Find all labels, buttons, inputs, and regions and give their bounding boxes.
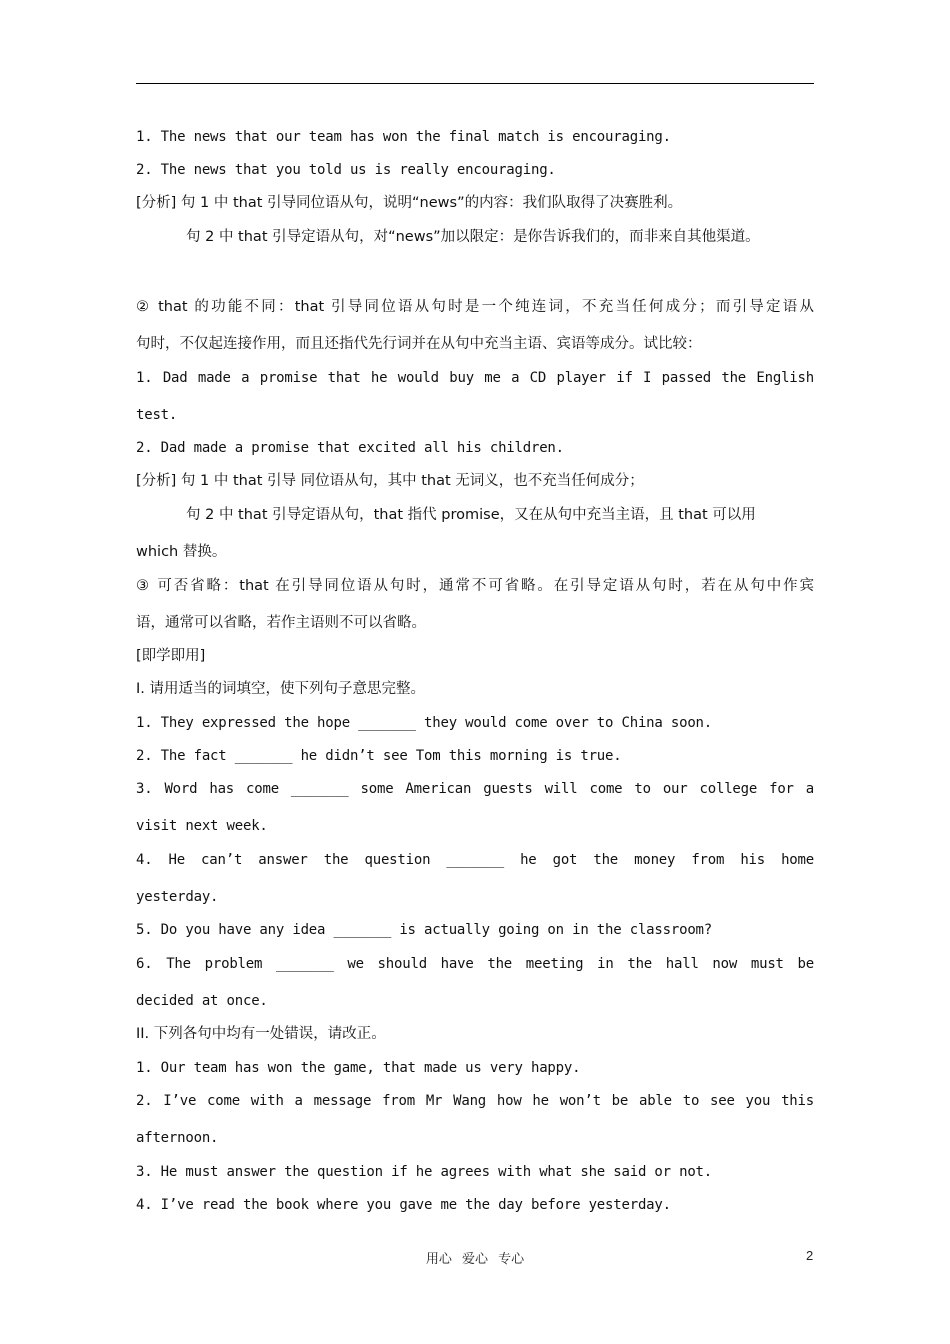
exercise-item: 3. He must answer the question if he agrees with what she said or not. — [136, 1164, 713, 1180]
example-sentence: 2. Dad made a promise that excited all his children. — [136, 440, 564, 456]
exercise-item: 6. The problem _______ we should have the meeting in the hall now must be — [136, 956, 814, 972]
exercise-item: decided at once. — [136, 993, 268, 1009]
explanation-line: 句时，不仅起连接作用，而且还指代先行词并在从句中充当主语、宾语等成分。试比较： — [136, 336, 702, 352]
example-sentence: 1. The news that our team has won the final match is encouraging. — [136, 129, 671, 145]
explanation-line: ② that 的功能不同：that 引导同位语从句时是一个纯连词，不充当任何成分；而引导定语从 — [136, 299, 814, 315]
exercise-item: 4. He can’t answer the question _______ he got the money from his home — [136, 852, 814, 868]
exercise-item: 5. Do you have any idea _______ is actually going on in the classroom? — [136, 922, 713, 938]
exercise-item: afternoon. — [136, 1130, 219, 1146]
analysis-line: 句 2 中 that 引导定语从句，that 指代 promise，又在从句中充当主语，且 that 可以用 — [186, 507, 756, 523]
analysis-line: 句 2 中 that 引导定语从句，对“news”加以限定：是你告诉我们的，而非来自其他渠道。 — [186, 229, 760, 245]
footer-motto: 用心 爱心 专心 — [425, 1252, 525, 1267]
exercise-item: 1. They expressed the hope _______ they would come over to China soon. — [136, 715, 713, 731]
analysis-line: [分析] 句 1 中 that 引导 同位语从句，其中 that 无词义，也不充当任何成分； — [136, 473, 644, 489]
explanation-line: 语，通常可以省略，若作主语则不可以省略。 — [136, 615, 426, 631]
exercise-item: yesterday. — [136, 889, 219, 905]
exercise-item: 2. I’ve come with a message from Mr Wang how he won’t be able to see you this — [136, 1093, 814, 1109]
exercise-item: 4. I’ve read the book where you gave me the day before yesterday. — [136, 1197, 671, 1213]
exercise-item: 1. Our team has won the game, that made us very happy. — [136, 1060, 581, 1076]
analysis-line: which 替换。 — [136, 544, 227, 560]
example-sentence: test. — [136, 407, 178, 423]
page-number: 2 — [806, 1248, 814, 1263]
example-sentence: 1. Dad made a promise that he would buy me a CD player if I passed the English — [136, 370, 814, 386]
explanation-line: ③ 可否省略：that 在引导同位语从句时，通常不可省略。在引导定语从句时，若在从句中作宾 — [136, 578, 814, 594]
exercise-item: 3. Word has come _______ some American guests will come to our college for a — [136, 781, 814, 797]
exercise-instruction: II. 下列各句中均有一处错误，请改正。 — [136, 1026, 386, 1042]
header-rule — [136, 83, 814, 84]
exercise-item: 2. The fact _______ he didn’t see Tom this morning is true. — [136, 748, 622, 764]
exercise-instruction: I. 请用适当的词填空，使下列句子意思完整。 — [136, 681, 425, 697]
section-heading: [即学即用] — [136, 648, 206, 664]
exercise-item: visit next week. — [136, 818, 268, 834]
example-sentence: 2. The news that you told us is really encouraging. — [136, 162, 556, 178]
analysis-line: [分析] 句 1 中 that 引导同位语从句，说明“news”的内容：我们队取得了决赛胜利。 — [136, 195, 683, 211]
